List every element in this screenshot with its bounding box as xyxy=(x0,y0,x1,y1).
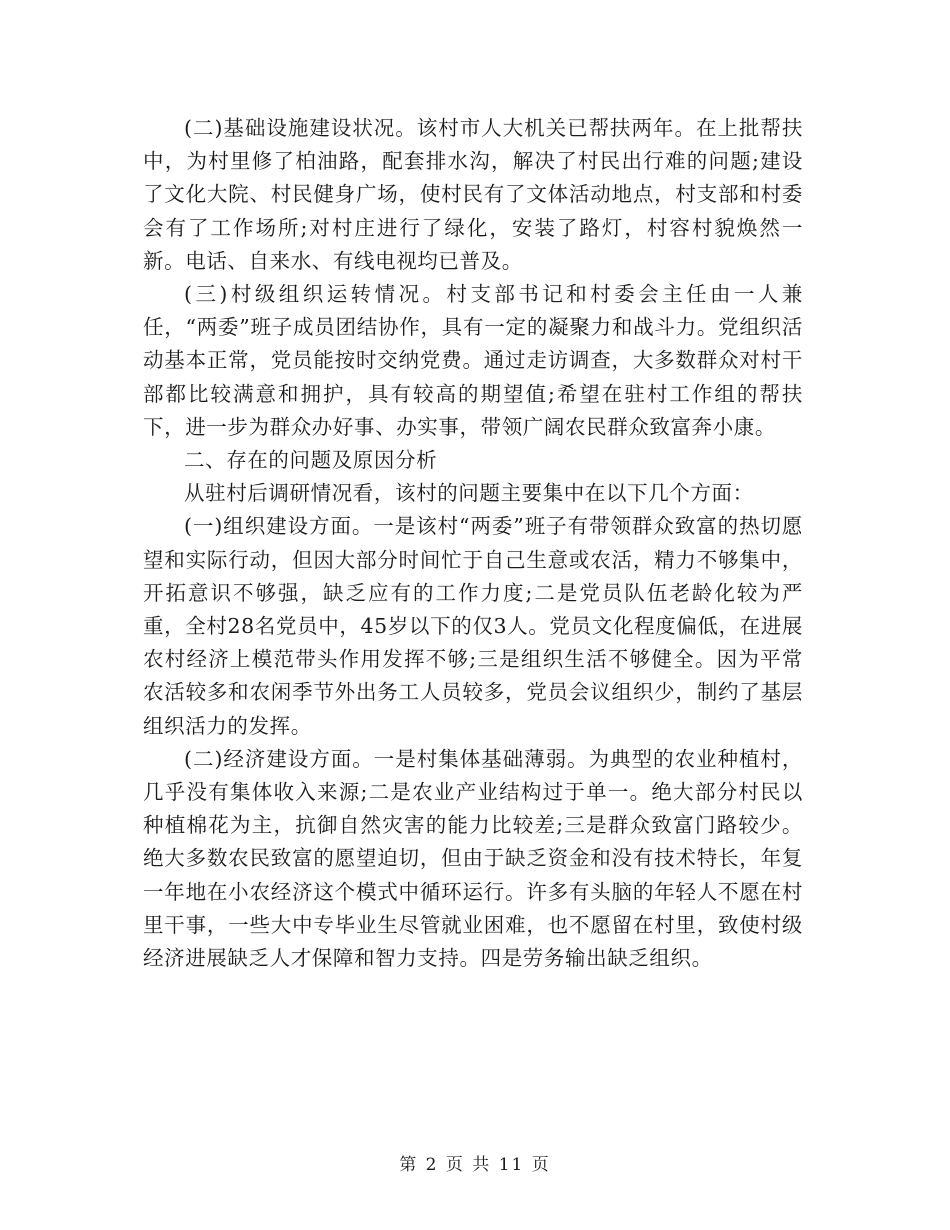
paragraph-intro: 从驻村后调研情况看，该村的问题主要集中在以下几个方面： xyxy=(184,481,754,506)
document-body xyxy=(143,112,803,975)
section-heading-problems: 二、存在的问题及原因分析 xyxy=(184,448,438,473)
paragraph-organization-building: (一)组织建设方面。一是该村“两委”班子有带领群众致富的热切愿望和实际行动，但因大部分时间忙于自己生意或农活，精力不够集中，开拓意识不够强，缺乏应有的工作力度;二是党员队伍老龄化较为严重，全村28名党员中，45岁以下的仅3人。党员文化程度偏低，在进展农村经济上模范带头作用发挥不够;三是组织生活不够健全。因为平常农活较多和农闲季节外出务工人员较多，党员会议组织少，制约了基层组织活力的发挥。 xyxy=(143,514,803,738)
page-number-footer: 第 2 页 共 11 页 xyxy=(399,1155,551,1175)
paragraph-village-organization: (三)村级组织运转情况。村支部书记和村委会主任由一人兼任，“两委”班子成员团结协作，具有一定的凝聚力和战斗力。党组织活动基本正常，党员能按时交纳党费。通过走访调查，大多数群众对村干部都比较满意和拥护，具有较高的期望值;希望在驻村工作组的帮扶下，进一步为群众办好事、办实事，带领广阔农民群众致富奔小康。 xyxy=(143,282,803,439)
paragraph-infrastructure: (二)基础设施建设状况。该村市人大机关已帮扶两年。在上批帮扶中，为村里修了柏油路，配套排水沟，解决了村民出行难的问题;建设了文化大院、村民健身广场，使村民有了文体活动地点，村支部和村委会有了工作场所;对村庄进行了绿化，安装了路灯，村容村貌焕然一新。电话、自来水、有线电视均已普及。 xyxy=(143,116,803,273)
paragraph-economic-building: (二)经济建设方面。一是村集体基础薄弱。为典型的农业种植村，几乎没有集体收入来源;二是农业产业结构过于单一。绝大部分村民以种植棉花为主，抗御自然灾害的能力比较差;三是群众致富门路较少。绝大多数农民致富的愿望迫切，但由于缺乏资金和没有技术特长，年复一年地在小农经济这个模式中循环运行。许多有头脑的年轻人不愿在村里干事，一些大中专毕业生尽管就业困难，也不愿留在村里，致使村级经济进展缺乏人才保障和智力支持。四是劳务输出缺乏组织。 xyxy=(143,746,803,971)
